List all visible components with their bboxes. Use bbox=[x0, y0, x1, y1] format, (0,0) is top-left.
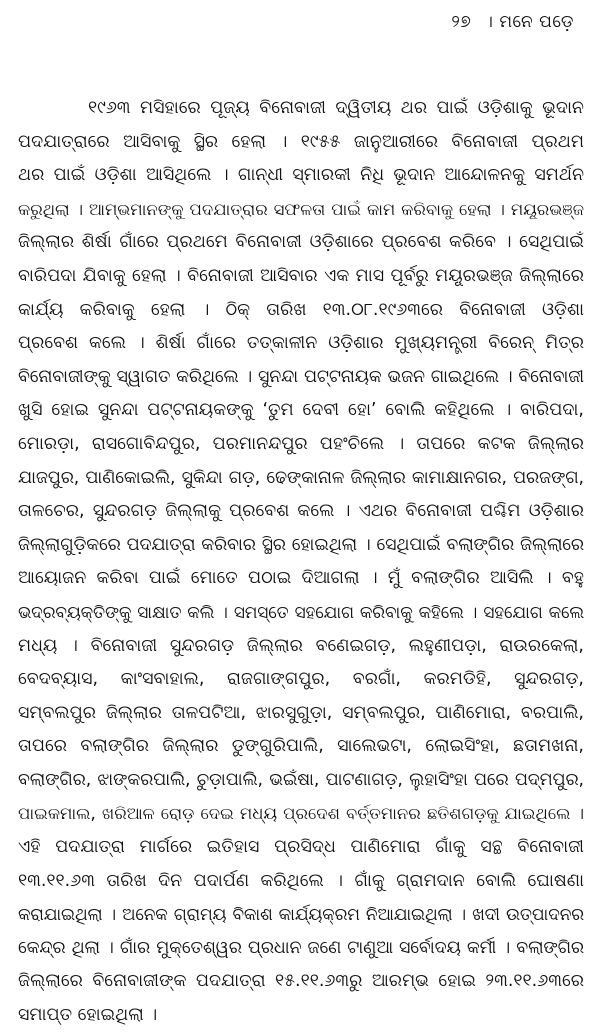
text-line: ଭଦ୍ରବ୍ୟକ୍ତିଙ୍କୁ ସାକ୍ଷାତ କଲି । ସମସ୍ତେ ସହଯୋଗ କରିବାକୁ କହିଲେ । ସହଯୋଗ କଲେ bbox=[18, 601, 584, 622]
text-line: ବଲାଙ୍ଗିର, ଝାଙ୍କରପାଲି, ଚୁଡ଼ାପାଲି, ଭଇଁଷା, ପାଟଣାଗଡ଼, ଲୁହାସିଂହା ପରେ ପଦ୍ମପୁର, bbox=[18, 769, 584, 790]
text-line: ଖୁସି ହୋଇ ସୁନନ୍ଦା ପଟ୍ଟନାୟକଙ୍କୁ ‘ତୁମ ଦେବୀ ହୋ’ ବୋଲି କହିଥିଲେ । ବାରିପଦା, bbox=[18, 400, 584, 421]
text-line: ୧୩.୧୧.୬୩ ତାରିଖ ଦିନ ପଦାର୍ପଣ କରିଥିଲେ । ଗାଁକୁ ଗ୍ରାମଦାନ ବୋଲି ଘୋଷଣା bbox=[18, 870, 584, 891]
text-line: ମଧ୍ୟ । ବିନୋବାଜୀ ସୁନ୍ଦରଗଡ଼ ଜିଲ୍ଲାର ବଣେଇଗଡ଼, ଲହୁଣୀପଡ଼ା, ରାଉରକେଲା, bbox=[18, 635, 584, 656]
text-line: ଏହି ପଦଯାତ୍ରା ମାର୍ଗରେ ଇତିହାସ ପ୍ରସିଦ୍ଧ ପାଣିମୋରା ଗାଁକୁ ସନ୍ଥ ବିନୋବାଜୀ bbox=[18, 837, 584, 858]
chapter-title: । ମନେ ପଡ଼େ bbox=[485, 12, 574, 32]
text-line: ୧୯୬୩ ମସିହାରେ ପୂଜ୍ୟ ବିନୋବାଜୀ ଦ୍ୱିତୀୟ ଥର ପାଇଁ ଓଡ଼ିଶାକୁ ଭୂଦାନ bbox=[88, 98, 584, 118]
text-line: ଜିଲ୍ଲାର ଶିର୍ଷା ଗାଁରେ ପ୍ରଥମେ ବିନୋବାଜୀ ଓଡ଼ିଶାରେ ପ୍ରବେଶ କରିବେ । ସେଥିପାଇଁ bbox=[18, 232, 584, 253]
body-paragraph bbox=[18, 92, 584, 1033]
text-line: ତାଳଚେର, ସୁନ୍ଦରଗଡ଼ ଜିଲ୍ଲାକୁ ପ୍ରବେଶ କଲେ । ଏଥର ବିନୋବାଜୀ ପଶ୍ଚିମ ଓଡ଼ିଶାର bbox=[18, 501, 584, 522]
text-line: ଥର ପାଇଁ ଓଡ଼ିଶା ଆସିଥିଲେ । ଗାନ୍ଧୀ ସ୍ମାରକୀ ନିଧି ଭୂଦାନ ଆନ୍ଦୋଳନକୁ ସମର୍ଥନ bbox=[18, 165, 584, 186]
text-line: କାର୍ଯ୍ୟ କରିବାକୁ ହେଲା । ଠିକ୍ ତାରିଖ ୧୩.୦୮.୧୯୬୩ରେ ବିନୋବାଜୀ ଓଡ଼ିଶା bbox=[18, 299, 584, 320]
text-line: ଆୟୋଜନ କରିବା ପାଇଁ ମୋତେ ପଠାଇ ଦିଆଗଲା । ମୁଁ ବଲାଙ୍ଗିର ଆସିଲି । ବହୁ bbox=[18, 568, 584, 589]
text-line: ମୋରଡ଼ା, ରାସଗୋବିନ୍ଦପୁର, ପରମାନନ୍ଦପୁର ପହଂଚିଲେ । ତାପରେ କଟକ ଜିଲ୍ଲାର bbox=[18, 433, 584, 454]
text-line: ଜିଲ୍ଲାରେ ବିନୋବାଜୀଙ୍କ ପଦଯାତ୍ରା ୧୫.୧୧.୬୩ରୁ ଆରମ୍ଭ ହୋଇ ୨୩.୧୧.୬୩ରେ bbox=[18, 971, 584, 992]
text-line: ସମ୍ବଲପୁର ଜିଲ୍ଲାର ତାଳପଟିଆ, ଝାରସୁଗୁଡ଼ା, ସମ୍ବଲପୁର, ପାଣିମୋରା, ବରପାଲି, bbox=[18, 702, 584, 723]
text-line: ବିନୋବାଜୀଙ୍କୁ ସ୍ୱାଗତ କରିଥିଲେ । ସୁନନ୍ଦା ପଟ୍ଟନାୟକ ଭଜନ ଗାଇଥିଲେ । ବିନୋବାଜୀ bbox=[18, 366, 584, 387]
text-line: ସମାପ୍ତ ହୋଇଥିଲା । bbox=[18, 1005, 158, 1026]
text-line: ଜିଲ୍ଲାଗୁଡ଼ିକରେ ପଦଯାତ୍ରା କରିବାର ସ୍ଥିର ହୋଇଥିଲା । ସେଥିପାଇଁ ବଲାଙ୍ଗିର ଜିଲ୍ଲାରେ bbox=[18, 534, 584, 555]
text-line: ପ୍ରବେଶ କଲେ । ଶିର୍ଷା ଗାଁରେ ତତ୍କାଳୀନ ଓଡ଼ିଶାର ମୁଖ୍ୟମନ୍ତ୍ରୀ ବିରେନ୍ ମିତ୍ର bbox=[18, 333, 584, 354]
text-line: ବାରିପଦା ଯିବାକୁ ହେଲା । ବିନୋବାଜୀ ଆସିବାର ଏକ ମାସ ପୂର୍ବରୁ ମୟୂରଭଞ୍ଜ ଜିଲ୍ଲାରେ bbox=[18, 265, 584, 286]
text-line: ପାଇକମାଲ, ଖରିଆଳ ରୋଡ଼ ଦେଇ ମଧ୍ୟ ପ୍ରଦେଶ ବର୍ତ୍ତମାନର ଛତିଶଗଡ଼କୁ ଯାଇଥିଲେ । bbox=[18, 804, 584, 824]
text-line: କରାଯାଇଥିଲା । ଅନେକ ଗ୍ରାମ୍ୟ ବିକାଶ କାର୍ଯ୍ୟକ୍ରମ ନିଆଯାଇଥିଲା । ଖଦୀ ଉତ୍ପାଦନର bbox=[18, 904, 584, 925]
text-line: ପଦଯାତ୍ରାରେ ଆସିବାକୁ ସ୍ଥିର ହେଲା । ୧୯୫୫ ଜାନୁଆରୀରେ ବିନୋବାଜୀ ପ୍ରଥମ bbox=[18, 131, 584, 152]
text-line: କେନ୍ଦ୍ର ଥିଲା । ଗାଁର ମୁକ୍ତେଶ୍ୱର ପ୍ରଧାନ ଜଣେ ଟାଣୁଆ ସର୍ବୋଦୟ କର୍ମୀ । ବଲାଙ୍ଗିର bbox=[18, 937, 584, 958]
running-header bbox=[451, 12, 574, 32]
page-number: ୨୭ bbox=[451, 12, 472, 32]
text-line: ଯାଜପୁର, ପାଣିକୋଇଲି, ସୁକିନ୍ଦା ଗଡ଼, ଢେଙ୍କାନାଳ ଜିଲ୍ଲାର କାମାକ୍ଷାନଗର, ପରଜଙ୍ଗ, bbox=[18, 467, 584, 488]
text-line: କରୁଥିଲା । ଆମ୍ଭମାନଙ୍କୁ ପଦଯାତ୍ରାର ସଫଳତା ପାଇଁ କାମ କରିବାକୁ ହେଲା । ମୟୂରଭଞ୍ଜ bbox=[18, 199, 584, 219]
text-line: ତାପରେ ବଲାଙ୍ଗିର ଜିଲ୍ଲାର ଡୁଙ୍ଗୁରିପାଲି, ସାଲେଭଟା, ଲୋଇସିଂହା, ଛତାମଖନା, bbox=[18, 736, 584, 757]
text-line: ବେଦବ୍ୟାସ, କାଂସବାହାଲ, ରାଜଗାଙ୍ଗପୁର, ବରଗାଁ, କରମଡିହି, ସୁନ୍ଦରଗଡ଼, bbox=[18, 669, 584, 690]
